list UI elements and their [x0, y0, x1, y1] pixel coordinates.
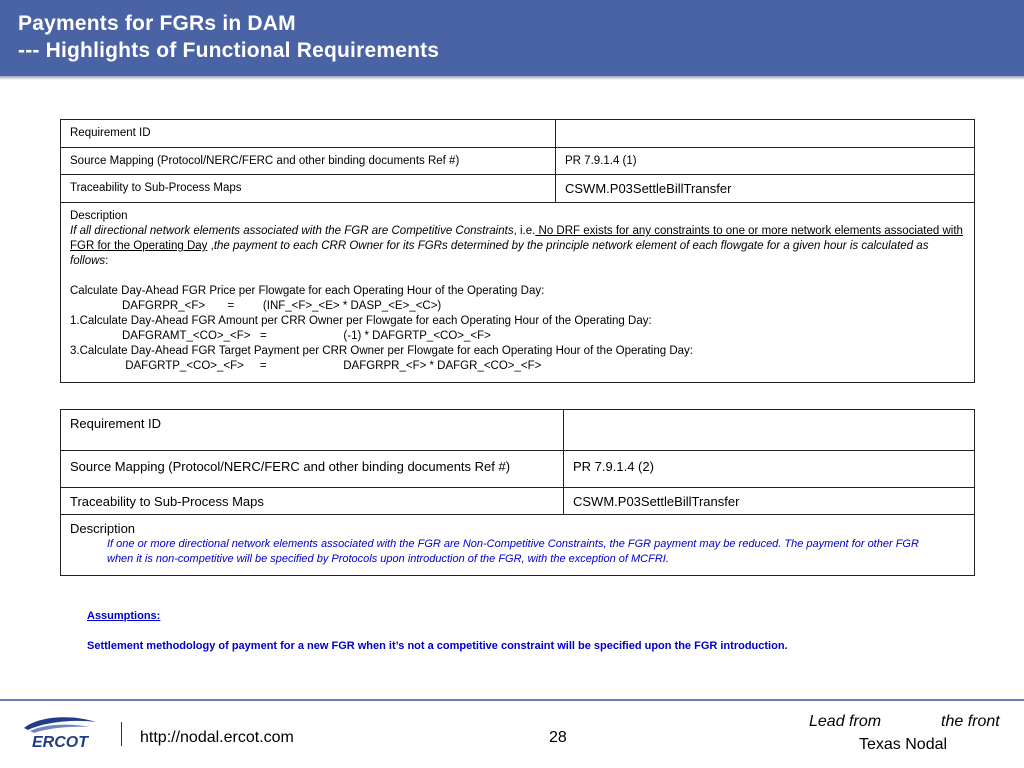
table-row	[61, 451, 975, 488]
requirements-table-2	[60, 409, 975, 576]
header-shadow	[0, 76, 1024, 80]
table-row	[61, 410, 975, 451]
description-comma: ,	[207, 240, 214, 252]
traceability-value: CSWM.P03SettleBillTransfer	[556, 175, 975, 203]
table-row	[61, 515, 975, 576]
source-mapping-value: PR 7.9.1.4 (1)	[556, 148, 975, 175]
traceability-value: CSWM.P03SettleBillTransfer	[564, 488, 975, 515]
description-colon: :	[105, 255, 109, 267]
step-0: Calculate Day-Ahead FGR Price per Flowgate for each Operating Hour of the Operating Day:	[70, 285, 545, 297]
footer-line	[0, 699, 1024, 701]
tagline-lead-from: Lead from	[809, 713, 882, 730]
description-title: Description	[70, 210, 128, 222]
ercot-logo	[20, 714, 100, 750]
req-id-label: Requirement ID	[61, 120, 556, 148]
step-3: 3.Calculate Day-Ahead FGR Target Payment per CRR Owner per Flowgate for each Operating Hour of the Operating Day:	[70, 345, 693, 357]
table-row	[61, 203, 975, 383]
requirements-table-1	[60, 119, 975, 383]
footer-url[interactable]: http://nodal.ercot.com	[140, 729, 294, 746]
req-id-value	[564, 410, 975, 451]
title-line-1: Payments for FGRs in DAM	[18, 12, 296, 35]
source-mapping-label: Source Mapping (Protocol/NERC/FERC and other binding documents Ref #)	[61, 451, 564, 488]
formula-0: DAFGRPR_<F> = (INF_<F>_<E> * DASP_<E>_<C>)	[122, 300, 442, 312]
source-mapping-value: PR 7.9.1.4 (2)	[564, 451, 975, 488]
spacer	[70, 269, 965, 284]
table-row	[61, 175, 975, 203]
step-1: 1.Calculate Day-Ahead FGR Amount per CRR Owner per Flowgate for each Operating Hour of the Operating Day:	[70, 315, 652, 327]
table-row	[61, 488, 975, 515]
description-text: If one or more directional network elements associated with the FGR are Non-Competitive Constraints, the FGR payment may be reduced. The payment for other FGR when it is non-competitive will be specified by Protocols upon introduction of the FGR, with the exception of MCFRI.	[107, 538, 919, 565]
footer-divider	[121, 722, 122, 746]
tagline-texas-nodal: Texas Nodal	[859, 736, 948, 753]
title-line-2: --- Highlights of Functional Requirements	[18, 39, 440, 62]
req-id-value	[556, 120, 975, 148]
description-cell	[61, 203, 975, 383]
ercot-logo-icon	[20, 714, 100, 750]
formula-3: DAFGRTP_<CO>_<F> = DAFGRPR_<F> * DAFGR_<CO>_<F>	[122, 360, 542, 372]
assumptions-title: Assumptions:	[87, 610, 161, 622]
table-row	[61, 120, 975, 148]
description-underline: No DRF exists for any constraints to one or more network elements associated with FGR for the Operating Day	[70, 225, 963, 252]
description-title: Description	[70, 521, 136, 536]
req-id-label: Requirement ID	[61, 410, 564, 451]
traceability-label: Traceability to Sub-Process Maps	[61, 488, 564, 515]
assumptions-text: Settlement methodology of payment for a new FGR when it’s not a competitive constraint will be specified upon the FGR introduction.	[87, 640, 788, 652]
page-number: 28	[549, 729, 567, 746]
formula-1: DAFGRAMT_<CO>_<F> = (-1) * DAFGRTP_<CO>_<F>	[122, 330, 491, 342]
slide-title	[18, 10, 439, 64]
description-italic-2: the payment to each CRR Owner for its FGRs determined by the principle network element of each flowgate for a given hour is calculated as follows	[70, 240, 929, 267]
description-italic-1: If all directional network elements associated with the FGR are Competitive Constraints	[70, 225, 514, 237]
description-cell	[61, 515, 975, 576]
slide-header	[0, 0, 1024, 76]
logo-text: ERCOT	[32, 734, 88, 750]
tagline-the-front: the front	[941, 713, 1000, 730]
table-row	[61, 148, 975, 175]
description-body	[70, 225, 963, 267]
source-mapping-label: Source Mapping (Protocol/NERC/FERC and other binding documents Ref #)	[61, 148, 556, 175]
description-ie: , i.e.	[513, 225, 536, 237]
assumptions-section	[87, 610, 788, 652]
traceability-label: Traceability to Sub-Process Maps	[61, 175, 556, 203]
